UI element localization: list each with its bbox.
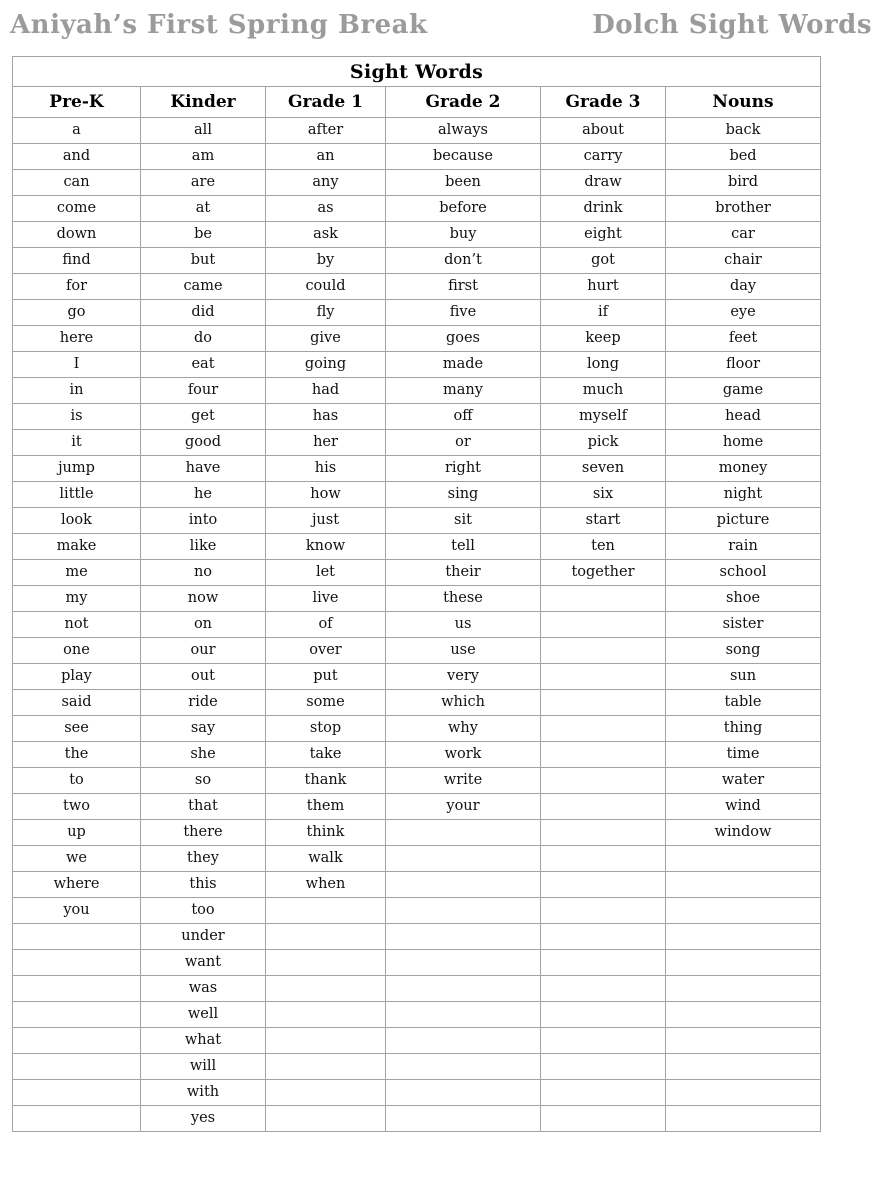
word-cell: shoe	[666, 586, 821, 612]
word-cell: them	[266, 794, 386, 820]
word-cell: on	[141, 612, 266, 638]
word-cell: just	[266, 508, 386, 534]
word-cell: night	[666, 482, 821, 508]
word-cell	[666, 1028, 821, 1054]
word-cell: they	[141, 846, 266, 872]
table-row	[13, 872, 821, 898]
word-cell: if	[541, 300, 666, 326]
sight-words-tbody	[13, 118, 821, 1132]
word-cell	[13, 1106, 141, 1132]
table-row	[13, 326, 821, 352]
word-cell: by	[266, 248, 386, 274]
table-row	[13, 508, 821, 534]
word-cell: but	[141, 248, 266, 274]
word-cell	[266, 898, 386, 924]
word-cell	[666, 1002, 821, 1028]
table-row	[13, 456, 821, 482]
column-header-nouns: Nouns	[666, 87, 821, 118]
word-cell	[666, 950, 821, 976]
table-row	[13, 248, 821, 274]
column-header-kinder: Kinder	[141, 87, 266, 118]
table-row	[13, 300, 821, 326]
word-cell: here	[13, 326, 141, 352]
word-cell: wind	[666, 794, 821, 820]
word-cell: go	[13, 300, 141, 326]
word-cell: fly	[266, 300, 386, 326]
word-cell	[541, 612, 666, 638]
word-cell	[386, 1028, 541, 1054]
word-cell: at	[141, 196, 266, 222]
word-cell: got	[541, 248, 666, 274]
table-row	[13, 924, 821, 950]
word-cell: how	[266, 482, 386, 508]
word-cell	[386, 1106, 541, 1132]
word-cell: yes	[141, 1106, 266, 1132]
word-cell: thing	[666, 716, 821, 742]
word-cell: before	[386, 196, 541, 222]
word-cell: very	[386, 664, 541, 690]
word-cell: table	[666, 690, 821, 716]
word-cell	[386, 976, 541, 1002]
word-cell	[541, 768, 666, 794]
table-row	[13, 612, 821, 638]
word-cell: over	[266, 638, 386, 664]
column-header-pre-k: Pre-K	[13, 87, 141, 118]
word-cell: say	[141, 716, 266, 742]
table-row	[13, 560, 821, 586]
word-cell: he	[141, 482, 266, 508]
word-cell: can	[13, 170, 141, 196]
word-cell: came	[141, 274, 266, 300]
word-cell	[266, 1028, 386, 1054]
table-row	[13, 950, 821, 976]
word-cell: bed	[666, 144, 821, 170]
word-cell: for	[13, 274, 141, 300]
word-cell: walk	[266, 846, 386, 872]
table-row	[13, 898, 821, 924]
page-title-left: Aniyah’s First Spring Break	[10, 10, 428, 40]
word-cell: buy	[386, 222, 541, 248]
word-cell: tell	[386, 534, 541, 560]
word-cell	[266, 924, 386, 950]
word-cell: it	[13, 430, 141, 456]
table-row	[13, 170, 821, 196]
word-cell: back	[666, 118, 821, 144]
word-cell	[666, 872, 821, 898]
table-row	[13, 430, 821, 456]
word-cell: do	[141, 326, 266, 352]
word-cell: so	[141, 768, 266, 794]
word-cell	[266, 1106, 386, 1132]
word-cell	[666, 1054, 821, 1080]
word-cell: start	[541, 508, 666, 534]
word-cell: let	[266, 560, 386, 586]
word-cell: where	[13, 872, 141, 898]
word-cell: ask	[266, 222, 386, 248]
word-cell: be	[141, 222, 266, 248]
word-cell	[13, 1054, 141, 1080]
column-header-grade-2: Grade 2	[386, 87, 541, 118]
word-cell: put	[266, 664, 386, 690]
word-cell	[13, 950, 141, 976]
word-cell: sun	[666, 664, 821, 690]
word-cell: up	[13, 820, 141, 846]
word-cell	[266, 950, 386, 976]
word-cell: picture	[666, 508, 821, 534]
word-cell: a	[13, 118, 141, 144]
word-cell: good	[141, 430, 266, 456]
word-cell: jump	[13, 456, 141, 482]
word-cell: because	[386, 144, 541, 170]
word-cell: chair	[666, 248, 821, 274]
word-cell: money	[666, 456, 821, 482]
word-cell	[13, 1028, 141, 1054]
word-cell: find	[13, 248, 141, 274]
table-row	[13, 1106, 821, 1132]
word-cell: right	[386, 456, 541, 482]
word-cell: long	[541, 352, 666, 378]
word-cell: live	[266, 586, 386, 612]
column-header-grade-1: Grade 1	[266, 87, 386, 118]
word-cell: take	[266, 742, 386, 768]
word-cell: will	[141, 1054, 266, 1080]
word-cell: what	[141, 1028, 266, 1054]
word-cell: know	[266, 534, 386, 560]
table-row	[13, 352, 821, 378]
word-cell: water	[666, 768, 821, 794]
word-cell: make	[13, 534, 141, 560]
column-header-grade-3: Grade 3	[541, 87, 666, 118]
table-row	[13, 404, 821, 430]
word-cell: I	[13, 352, 141, 378]
table-row	[13, 482, 821, 508]
word-cell: is	[13, 404, 141, 430]
table-row	[13, 976, 821, 1002]
word-cell: five	[386, 300, 541, 326]
word-cell: any	[266, 170, 386, 196]
word-cell	[666, 924, 821, 950]
word-cell: our	[141, 638, 266, 664]
word-cell: many	[386, 378, 541, 404]
word-cell: ride	[141, 690, 266, 716]
word-cell: out	[141, 664, 266, 690]
word-cell: rain	[666, 534, 821, 560]
word-cell: together	[541, 560, 666, 586]
word-cell: get	[141, 404, 266, 430]
word-cell: which	[386, 690, 541, 716]
table-row	[13, 794, 821, 820]
word-cell: the	[13, 742, 141, 768]
word-cell: we	[13, 846, 141, 872]
table-row	[13, 378, 821, 404]
word-cell: she	[141, 742, 266, 768]
page-header	[0, 0, 874, 40]
word-cell: when	[266, 872, 386, 898]
word-cell: car	[666, 222, 821, 248]
word-cell: not	[13, 612, 141, 638]
word-cell: play	[13, 664, 141, 690]
word-cell: much	[541, 378, 666, 404]
word-cell	[266, 1080, 386, 1106]
word-cell	[13, 1002, 141, 1028]
word-cell: no	[141, 560, 266, 586]
word-cell: myself	[541, 404, 666, 430]
word-cell: goes	[386, 326, 541, 352]
word-cell: brother	[666, 196, 821, 222]
word-cell: had	[266, 378, 386, 404]
word-cell: four	[141, 378, 266, 404]
table-row	[13, 196, 821, 222]
table-row	[13, 846, 821, 872]
word-cell: down	[13, 222, 141, 248]
word-cell: there	[141, 820, 266, 846]
table-row	[13, 1054, 821, 1080]
word-cell: game	[666, 378, 821, 404]
word-cell: eight	[541, 222, 666, 248]
word-cell: eye	[666, 300, 821, 326]
word-cell: write	[386, 768, 541, 794]
word-cell: day	[666, 274, 821, 300]
word-cell: their	[386, 560, 541, 586]
word-cell	[541, 872, 666, 898]
word-cell: did	[141, 300, 266, 326]
word-cell: your	[386, 794, 541, 820]
word-cell: give	[266, 326, 386, 352]
word-cell: thank	[266, 768, 386, 794]
word-cell: don’t	[386, 248, 541, 274]
word-cell: drink	[541, 196, 666, 222]
word-cell: one	[13, 638, 141, 664]
word-cell	[541, 1002, 666, 1028]
word-cell	[541, 1080, 666, 1106]
word-cell: some	[266, 690, 386, 716]
word-cell	[541, 924, 666, 950]
word-cell	[541, 898, 666, 924]
word-cell: six	[541, 482, 666, 508]
word-cell	[666, 846, 821, 872]
word-cell: her	[266, 430, 386, 456]
word-cell: into	[141, 508, 266, 534]
word-cell: little	[13, 482, 141, 508]
table-row	[13, 742, 821, 768]
word-cell: ten	[541, 534, 666, 560]
table-row	[13, 638, 821, 664]
word-cell: could	[266, 274, 386, 300]
word-cell	[541, 846, 666, 872]
table-row	[13, 1028, 821, 1054]
table-row	[13, 534, 821, 560]
table-row	[13, 1002, 821, 1028]
word-cell	[541, 794, 666, 820]
word-cell: in	[13, 378, 141, 404]
word-cell	[386, 1080, 541, 1106]
word-cell	[541, 742, 666, 768]
word-cell: keep	[541, 326, 666, 352]
word-cell	[386, 898, 541, 924]
word-cell: off	[386, 404, 541, 430]
word-cell	[266, 1002, 386, 1028]
word-cell: was	[141, 976, 266, 1002]
word-cell: am	[141, 144, 266, 170]
word-cell	[666, 1080, 821, 1106]
word-cell: feet	[666, 326, 821, 352]
word-cell	[386, 820, 541, 846]
word-cell: about	[541, 118, 666, 144]
word-cell: seven	[541, 456, 666, 482]
word-cell	[541, 950, 666, 976]
word-cell	[541, 1106, 666, 1132]
word-cell: floor	[666, 352, 821, 378]
word-cell: and	[13, 144, 141, 170]
word-cell: first	[386, 274, 541, 300]
word-cell: draw	[541, 170, 666, 196]
word-cell: pick	[541, 430, 666, 456]
word-cell: going	[266, 352, 386, 378]
word-cell: with	[141, 1080, 266, 1106]
word-cell: made	[386, 352, 541, 378]
table-row	[13, 144, 821, 170]
table-row	[13, 690, 821, 716]
word-cell: this	[141, 872, 266, 898]
word-cell	[386, 924, 541, 950]
word-cell	[386, 1054, 541, 1080]
word-cell: has	[266, 404, 386, 430]
word-cell: use	[386, 638, 541, 664]
table-row	[13, 118, 821, 144]
word-cell: of	[266, 612, 386, 638]
word-cell	[666, 1106, 821, 1132]
word-cell: sing	[386, 482, 541, 508]
word-cell: why	[386, 716, 541, 742]
word-cell: an	[266, 144, 386, 170]
word-cell: bird	[666, 170, 821, 196]
word-cell: want	[141, 950, 266, 976]
word-cell	[666, 898, 821, 924]
word-cell: us	[386, 612, 541, 638]
word-cell: look	[13, 508, 141, 534]
column-header-row	[13, 87, 821, 118]
word-cell	[13, 1080, 141, 1106]
word-cell: come	[13, 196, 141, 222]
word-cell	[386, 846, 541, 872]
word-cell: after	[266, 118, 386, 144]
page-title-right: Dolch Sight Words	[592, 10, 872, 40]
word-cell	[541, 1028, 666, 1054]
word-cell: song	[666, 638, 821, 664]
table-row	[13, 222, 821, 248]
word-cell: think	[266, 820, 386, 846]
word-cell: are	[141, 170, 266, 196]
word-cell: hurt	[541, 274, 666, 300]
word-cell: home	[666, 430, 821, 456]
word-cell: all	[141, 118, 266, 144]
word-cell	[541, 690, 666, 716]
word-cell: as	[266, 196, 386, 222]
word-cell	[541, 638, 666, 664]
word-cell: stop	[266, 716, 386, 742]
word-cell: under	[141, 924, 266, 950]
word-cell: these	[386, 586, 541, 612]
word-cell: see	[13, 716, 141, 742]
word-cell: to	[13, 768, 141, 794]
word-cell	[13, 976, 141, 1002]
word-cell: like	[141, 534, 266, 560]
word-cell: work	[386, 742, 541, 768]
table-row	[13, 820, 821, 846]
word-cell: sit	[386, 508, 541, 534]
word-cell: always	[386, 118, 541, 144]
word-cell	[266, 976, 386, 1002]
word-cell	[541, 976, 666, 1002]
word-cell: sister	[666, 612, 821, 638]
word-cell: been	[386, 170, 541, 196]
word-cell	[266, 1054, 386, 1080]
word-cell	[666, 976, 821, 1002]
word-cell	[386, 872, 541, 898]
table-row	[13, 586, 821, 612]
word-cell: eat	[141, 352, 266, 378]
word-cell	[386, 950, 541, 976]
word-cell	[541, 716, 666, 742]
table-title: Sight Words	[13, 57, 821, 87]
word-cell: or	[386, 430, 541, 456]
word-cell: said	[13, 690, 141, 716]
word-cell	[541, 664, 666, 690]
word-cell	[13, 924, 141, 950]
word-cell: school	[666, 560, 821, 586]
word-cell: his	[266, 456, 386, 482]
word-cell: have	[141, 456, 266, 482]
word-cell: now	[141, 586, 266, 612]
word-cell: head	[666, 404, 821, 430]
word-cell: too	[141, 898, 266, 924]
word-cell: time	[666, 742, 821, 768]
table-row	[13, 664, 821, 690]
sight-words-table	[12, 56, 821, 1132]
word-cell: two	[13, 794, 141, 820]
word-cell: you	[13, 898, 141, 924]
word-cell: me	[13, 560, 141, 586]
word-cell: window	[666, 820, 821, 846]
word-cell: my	[13, 586, 141, 612]
table-row	[13, 716, 821, 742]
word-cell	[541, 1054, 666, 1080]
table-row	[13, 1080, 821, 1106]
word-cell	[386, 1002, 541, 1028]
word-cell	[541, 586, 666, 612]
word-cell	[541, 820, 666, 846]
table-row	[13, 768, 821, 794]
table-title-row	[13, 57, 821, 87]
word-cell: well	[141, 1002, 266, 1028]
word-cell: carry	[541, 144, 666, 170]
word-cell: that	[141, 794, 266, 820]
table-row	[13, 274, 821, 300]
